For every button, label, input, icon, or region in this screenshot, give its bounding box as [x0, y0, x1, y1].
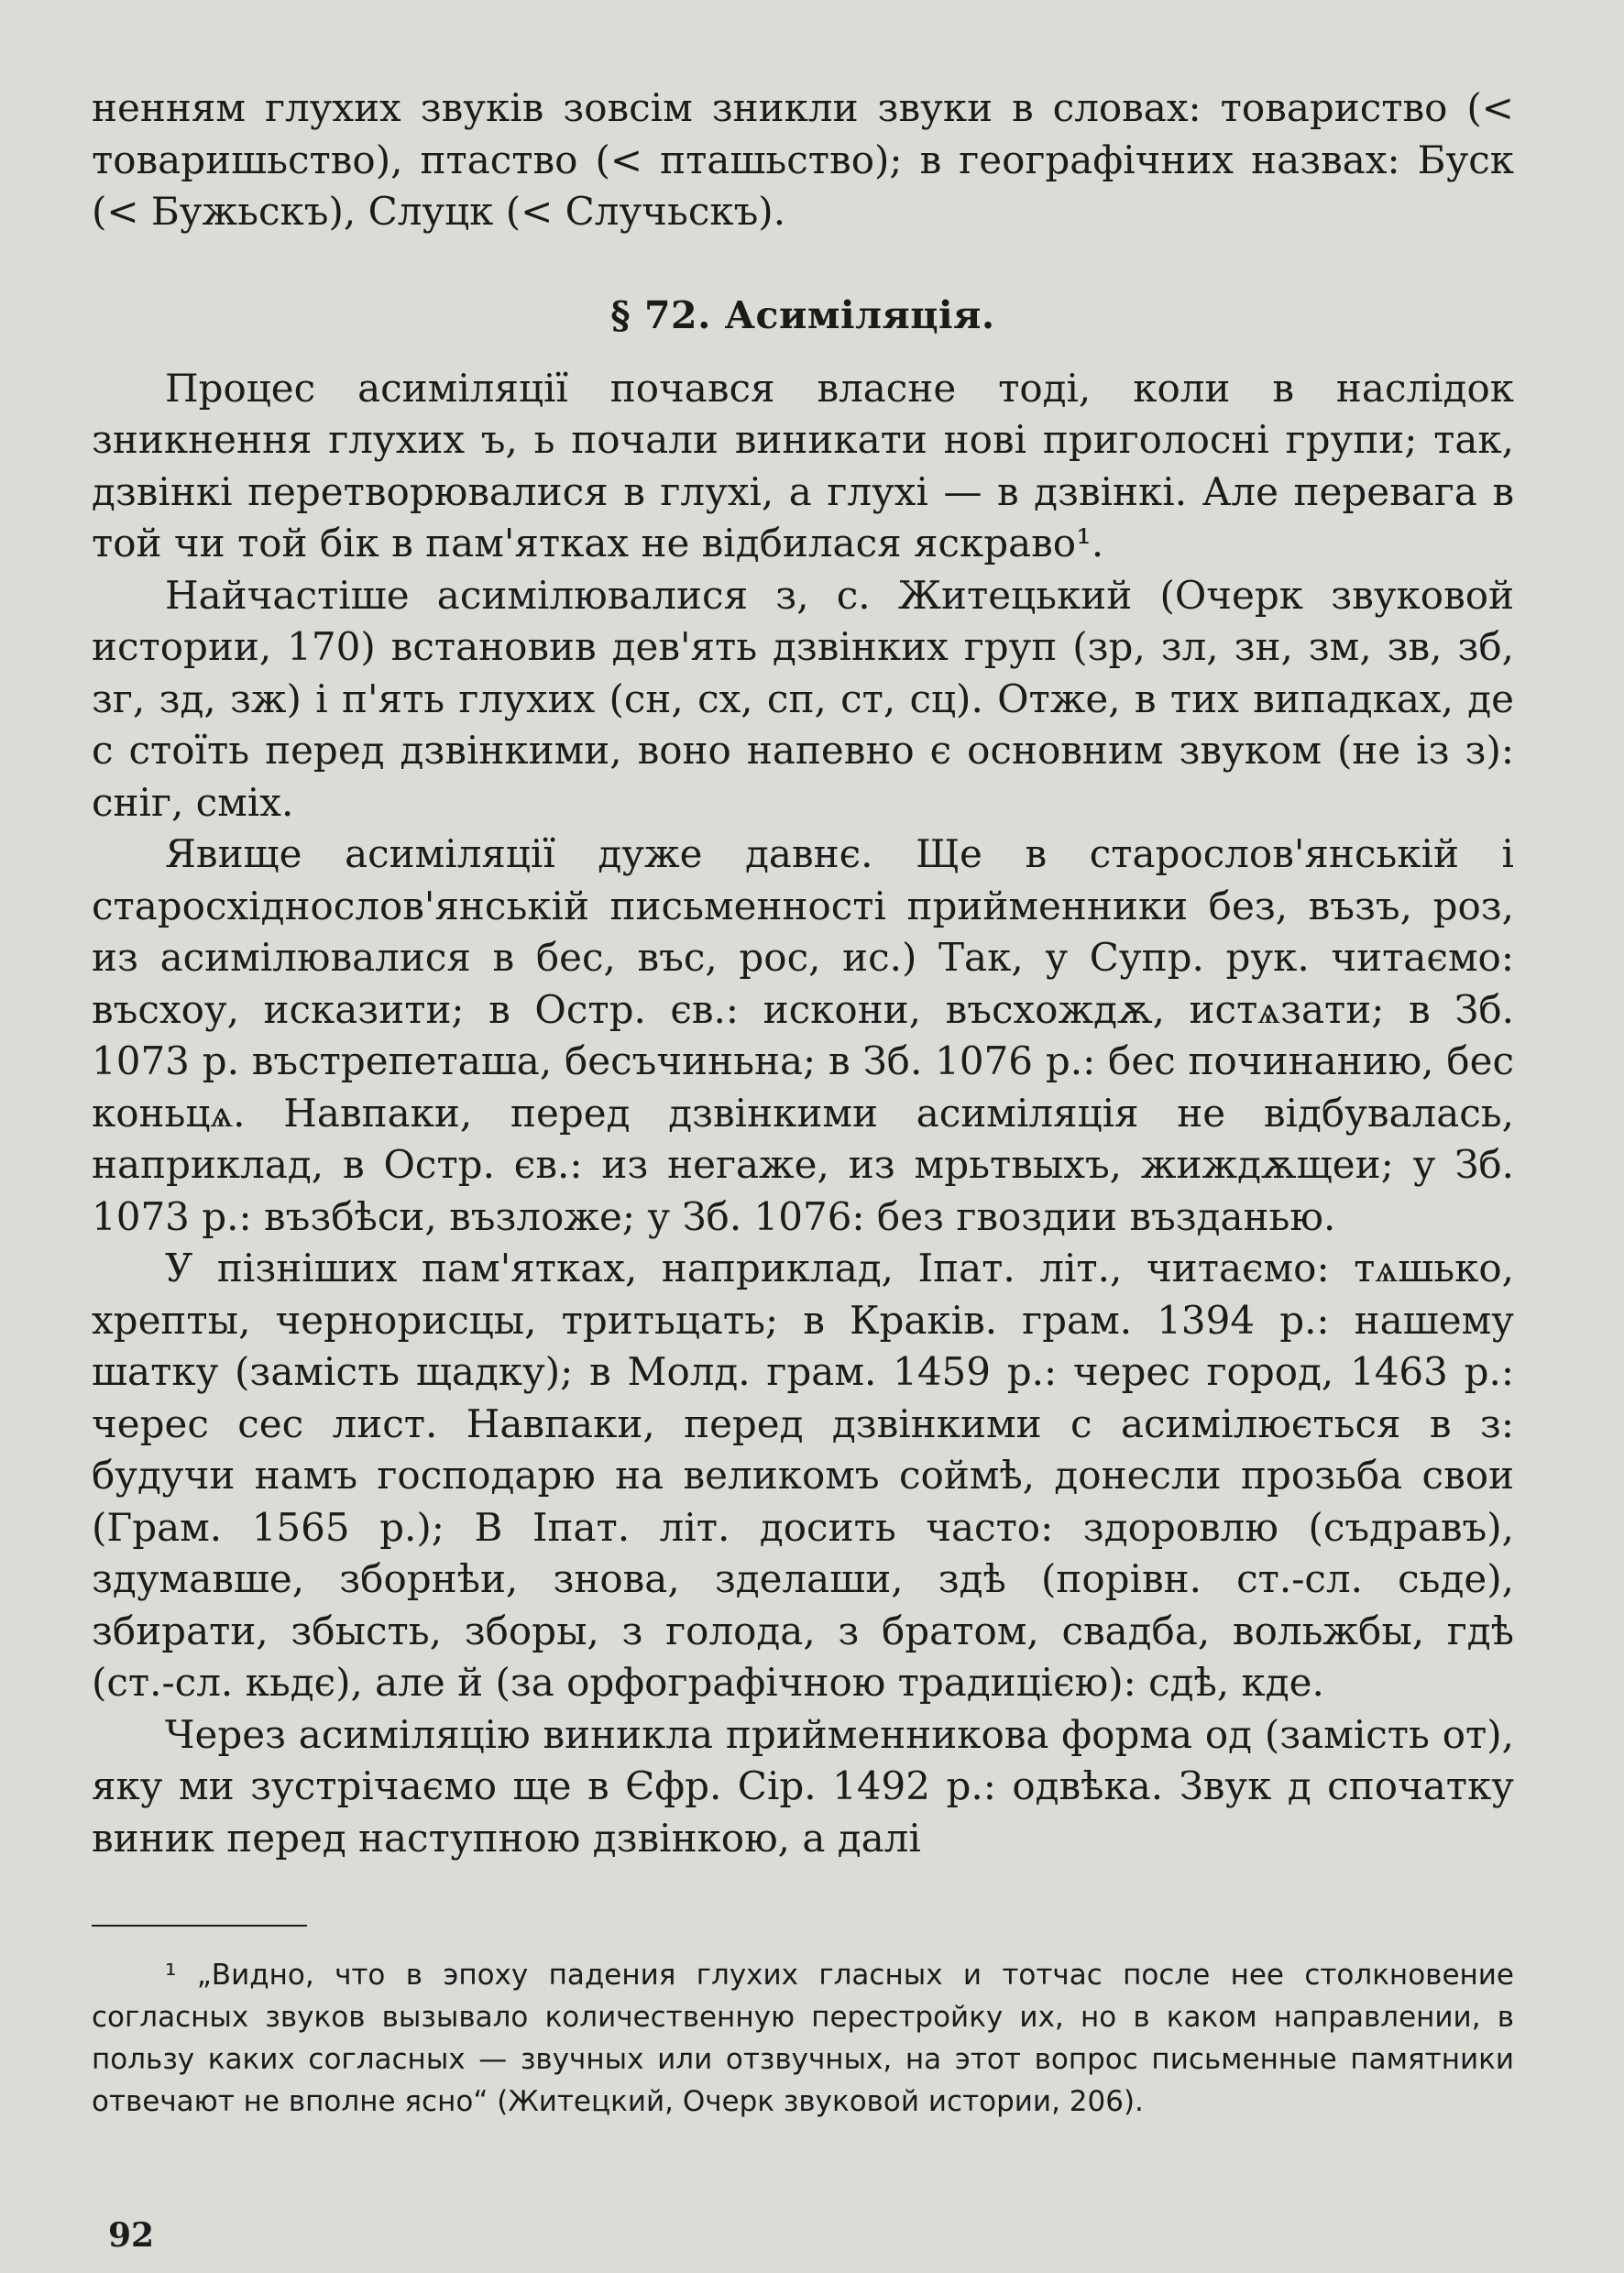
section-heading: § 72. Асиміляція. [610, 292, 995, 337]
paragraph: Процес асиміляції почався власне тоді, коли в наслідок зникнення глухих ъ, ь почали виникати нові приголосні групи; так, дзвінкі перетворювалися в глухі, а глухі — в дзвінкі. Але перевага в той чи той бік в пам'ятках не відбилася яскраво¹. [92, 365, 1514, 566]
page-number: 92 [108, 2216, 155, 2255]
paragraph: Найчастіше асимілювалися з, с. Житецький (Очерк звуковой истории, 170) встановив дев'ять дзвінких груп (зр, зл, зн, зм, зв, зб, зг, зд, зж) і п'ять глухих (сн, сх, сп, ст, сц). Отже, в тих випадках, де с стоїть перед дзвінкими, воно напевно є основним звуком (не із з): сніг, сміх. [92, 572, 1514, 825]
paragraph: Через асиміляцію виникла прийменникова форма од (замість от), яку ми зустрічаємо ще в Єфр. Сір. 1492 р.: одвѣка. Звук д спочатку виник перед наступною дзвінкою, а далі [92, 1711, 1514, 1861]
paragraph: У пізніших пам'ятках, наприклад, Іпат. літ., читаємо: тѧшько, хрепты, чернорисцы, тритьцать; в Краків. грам. 1394 р.: нашему шатку (замість щадку); в Молд. грам. 1459 р.: черес город, 1463 р.: черес сес лист. Навпаки, перед дзвінкими с асимілюється в з: будучи намъ господарю на великомъ соймѣ, донесли прозьба свои (Грам. 1565 р.); В Іпат. літ. досить часто: здоровлю (съдравъ), здумавше, зборнѣи, знова, зделаши, здѣ (порівн. ст.-сл. сьде), збирати, збысть, зборы, з голода, з братом, свадба, вольжбы, гдѣ (ст.-сл. кьдє), але й (за орфографічною традицією): сдѣ, кде. [92, 1246, 1514, 1705]
footnote-divider [92, 1925, 307, 1927]
paragraph: Явище асиміляції дуже давнє. Ще в старослов'янській і старосхіднослов'янській письменності прийменники без, възъ, роз, из асимілювалися в бес, въс, рос, ис.) Так, у Супр. рук. читаємо: въсхоу, исказити; в Остр. єв.: искони, въсхождѫ, истѧзати; в Зб. 1073 р. въстрепеташа, бесъчиньна; в Зб. 1076 р.: бес починанию, бес коньцѧ. Навпаки, перед дзвінкими асиміляція не відбувалась, наприклад, в Остр. єв.: из негаже, из мрьтвыхъ, жиждѫщеи; у Зб. 1073 р.: възбѣси, възложе; у Зб. 1076: без гвоздии възданью. [92, 831, 1514, 1239]
footnote: ¹ „Видно, что в эпоху падения глухих гласных и тотчас после нее столкновение согласных звуков вызывало количественную перестройку их, но в каком направлении, в пользу каких согласных — звучных или отзвучных, на этот вопрос письменные памятники отвечают не вполне ясно“ (Житецкий, Очерк звуковой истории, 206). [92, 1959, 1514, 2118]
paragraph-continued: ненням глухих звуків зовсім зникли звуки в словах: товариство (< товаришьство), птаство (< пташьство); в географічних назвах: Буск (< Бужьскъ), Слуцк (< Случьскъ). [92, 85, 1514, 234]
